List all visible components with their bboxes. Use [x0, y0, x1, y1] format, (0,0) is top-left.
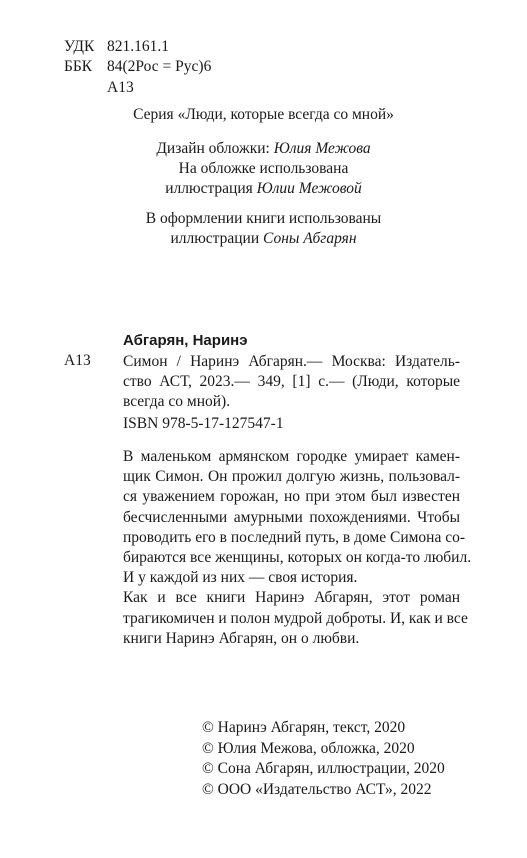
cover-illustration-credit — [0, 180, 527, 198]
annotation-line: проводить его в последний путь, в доме Симона со- — [123, 528, 466, 546]
cover-illustration-line: На обложке использована — [178, 160, 349, 177]
cover-design-credit — [0, 140, 527, 158]
author-heading: Абгарян, Наринэ — [123, 332, 248, 349]
cover-design-label: Дизайн обложки: — [156, 140, 274, 157]
copyright-line: © Сона Абгарян, иллюстрации, 2020 — [202, 760, 445, 777]
bbk-value: 84(2Рос = Рус)6 — [107, 58, 212, 75]
annotation-line: И у каждой из них — своя история. — [123, 569, 358, 587]
cover-designer-name: Юлия Межова — [273, 140, 371, 157]
book-illustration-line: В оформлении книги использованы — [145, 210, 382, 227]
bbk-label: ББК — [64, 58, 93, 75]
annotation-line: бираются все женщины, которых он когда-то любил. — [123, 548, 472, 566]
cover-illustrator-name: Юлии Межовой — [256, 180, 362, 197]
series-line: Серия «Люди, которые всегда со мной» — [133, 106, 394, 123]
annotation-line: Как и все книги Наринэ Абгарян, этот роман — [123, 589, 460, 607]
copyright-line: © Юлия Межова, обложка, 2020 — [202, 739, 415, 757]
book-illustrator-name: Соны Абгарян — [263, 230, 357, 247]
annotation-line: щик Симон. Он прожил долгую жизнь, пользовал- — [123, 468, 460, 486]
bibliographic-line: ство АСТ, 2023.— 349, [1] с.— (Люди, которые — [123, 373, 460, 390]
cover-illustration-label: иллюстрация — [165, 180, 257, 197]
bibliographic-line: Симон / Наринэ Абгарян.— Москва: Издатель- — [123, 353, 460, 370]
book-illustration-credit — [0, 230, 527, 248]
udk-value: 821.161.1 — [107, 38, 169, 55]
annotation-line: книги Наринэ Абгарян, он о любви. — [123, 629, 360, 647]
udk-label: УДК — [64, 38, 95, 55]
copyright-line: © Наринэ Абгарян, текст, 2020 — [202, 719, 406, 736]
bibliographic-line: всегда со мной). — [123, 393, 231, 410]
bibliographic-description — [123, 352, 460, 412]
annotation-line: трагикомичен и полон мудрой доброты. И, как и все — [123, 609, 468, 627]
book-illustration-label: иллюстрации — [170, 230, 264, 247]
annotation-line: ся уважением горожан, но при этом был известен — [123, 488, 460, 506]
annotation — [123, 447, 472, 649]
annotation-line: В маленьком армянском городке умирает камен- — [123, 448, 460, 465]
side-cutter-code: А13 — [64, 352, 91, 369]
copyright-block — [202, 718, 445, 800]
copyright-line: © ООО «Издательство АСТ», 2022 — [202, 780, 432, 798]
annotation-line: бесчисленными амурными похождениями. Чтобы — [123, 508, 460, 526]
isbn: ISBN 978-5-17-127547-1 — [123, 415, 284, 432]
cutter-code: А13 — [107, 79, 134, 96]
